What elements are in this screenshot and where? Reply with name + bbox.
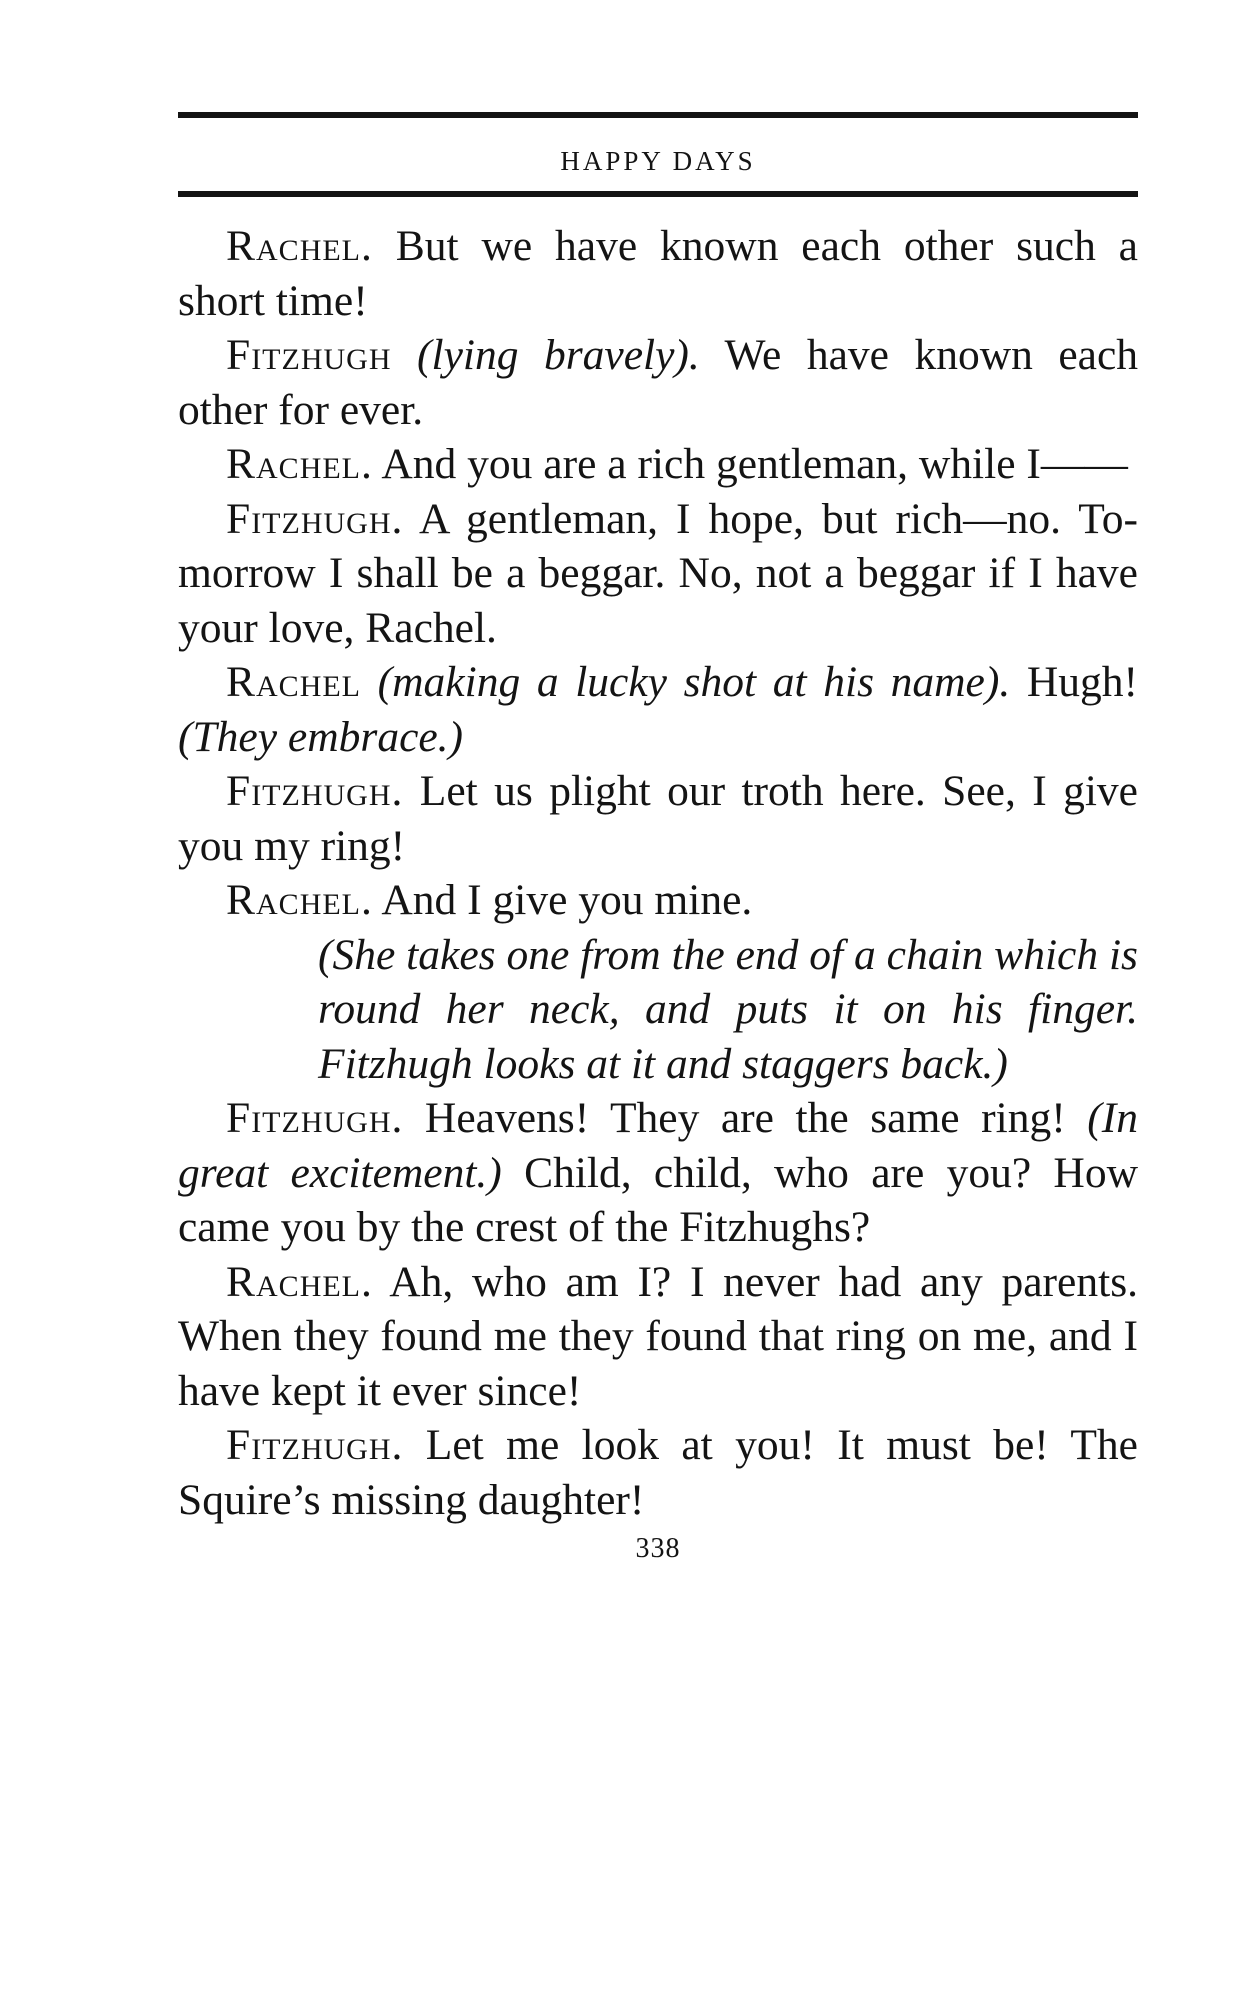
dialogue-paragraph	[178, 764, 1138, 873]
dialogue-text: Ah, who am I? I never had any parents. When they found me they found that ring on me, and I have kept it ever since!	[178, 1257, 1138, 1415]
stage-direction: (making a lucky shot at his name).	[377, 658, 1011, 706]
running-head: HAPPY DAYS	[560, 146, 756, 176]
header-rule-top	[178, 112, 1138, 118]
dialogue-text: Let us plight our troth here. See, I give you my ring!	[178, 767, 1138, 870]
speaker-name: Fitzhugh	[226, 331, 392, 379]
book-page	[178, 112, 1138, 1565]
dialogue-text: Child, child, who are you? How came you by the crest of the Fitzhughs?	[178, 1148, 1138, 1251]
dialogue-text: Heavens! They are the same ring!	[403, 1094, 1088, 1142]
dialogue-paragraph	[178, 492, 1138, 656]
speaker-name: Fitzhugh.	[226, 494, 404, 543]
stage-direction-block: (She takes one from the end of a chain which is round her neck, and puts it on his finger. Fitzhugh looks at it and staggers back.)	[318, 930, 1138, 1088]
speaker-name: Rachel.	[226, 1257, 373, 1306]
dialogue-text: But we have known each other such a short time!	[178, 222, 1138, 325]
dialogue-paragraph	[178, 437, 1138, 492]
dialogue-paragraph	[178, 1091, 1138, 1255]
stage-direction: (In great excitement.)	[178, 1094, 1138, 1197]
dialogue-paragraph	[178, 219, 1138, 328]
page-number: 338	[635, 1533, 681, 1564]
dialogue-paragraph	[178, 328, 1138, 437]
speaker-name: Fitzhugh.	[226, 767, 404, 815]
speaker-name: Rachel.	[226, 876, 373, 924]
dialogue-paragraph	[178, 1418, 1138, 1527]
dialogue-paragraph	[178, 655, 1138, 764]
dialogue-text: A gentleman, I hope, but rich—no. To-morrow I shall be a beggar. No, not a beggar if I have your love, Rachel.	[178, 494, 1138, 652]
speaker-name: Fitzhugh.	[226, 1094, 404, 1142]
header-rule-bottom	[178, 191, 1138, 197]
dialogue-text: Let me look at you! It must be! The Squire’s missing daughter!	[178, 1421, 1138, 1524]
dialogue-text: We have known each other for ever.	[178, 331, 1139, 434]
dialogue-paragraph	[178, 873, 1138, 928]
dialogue-text: And you are a rich gentleman, while I——	[372, 440, 1128, 488]
dialogue-text: And I give you mine.	[372, 876, 753, 924]
dialogue-paragraph	[178, 1255, 1138, 1419]
play-text	[178, 219, 1138, 1527]
speaker-name: Fitzhugh.	[226, 1421, 404, 1469]
stage-direction: (They embrace.)	[178, 712, 464, 761]
dialogue-text: Hugh!	[1010, 658, 1139, 706]
speaker-name: Rachel.	[226, 222, 373, 270]
speaker-name: Rachel	[226, 658, 362, 706]
speaker-name: Rachel.	[226, 440, 373, 488]
stage-direction: (lying bravely).	[417, 331, 700, 379]
